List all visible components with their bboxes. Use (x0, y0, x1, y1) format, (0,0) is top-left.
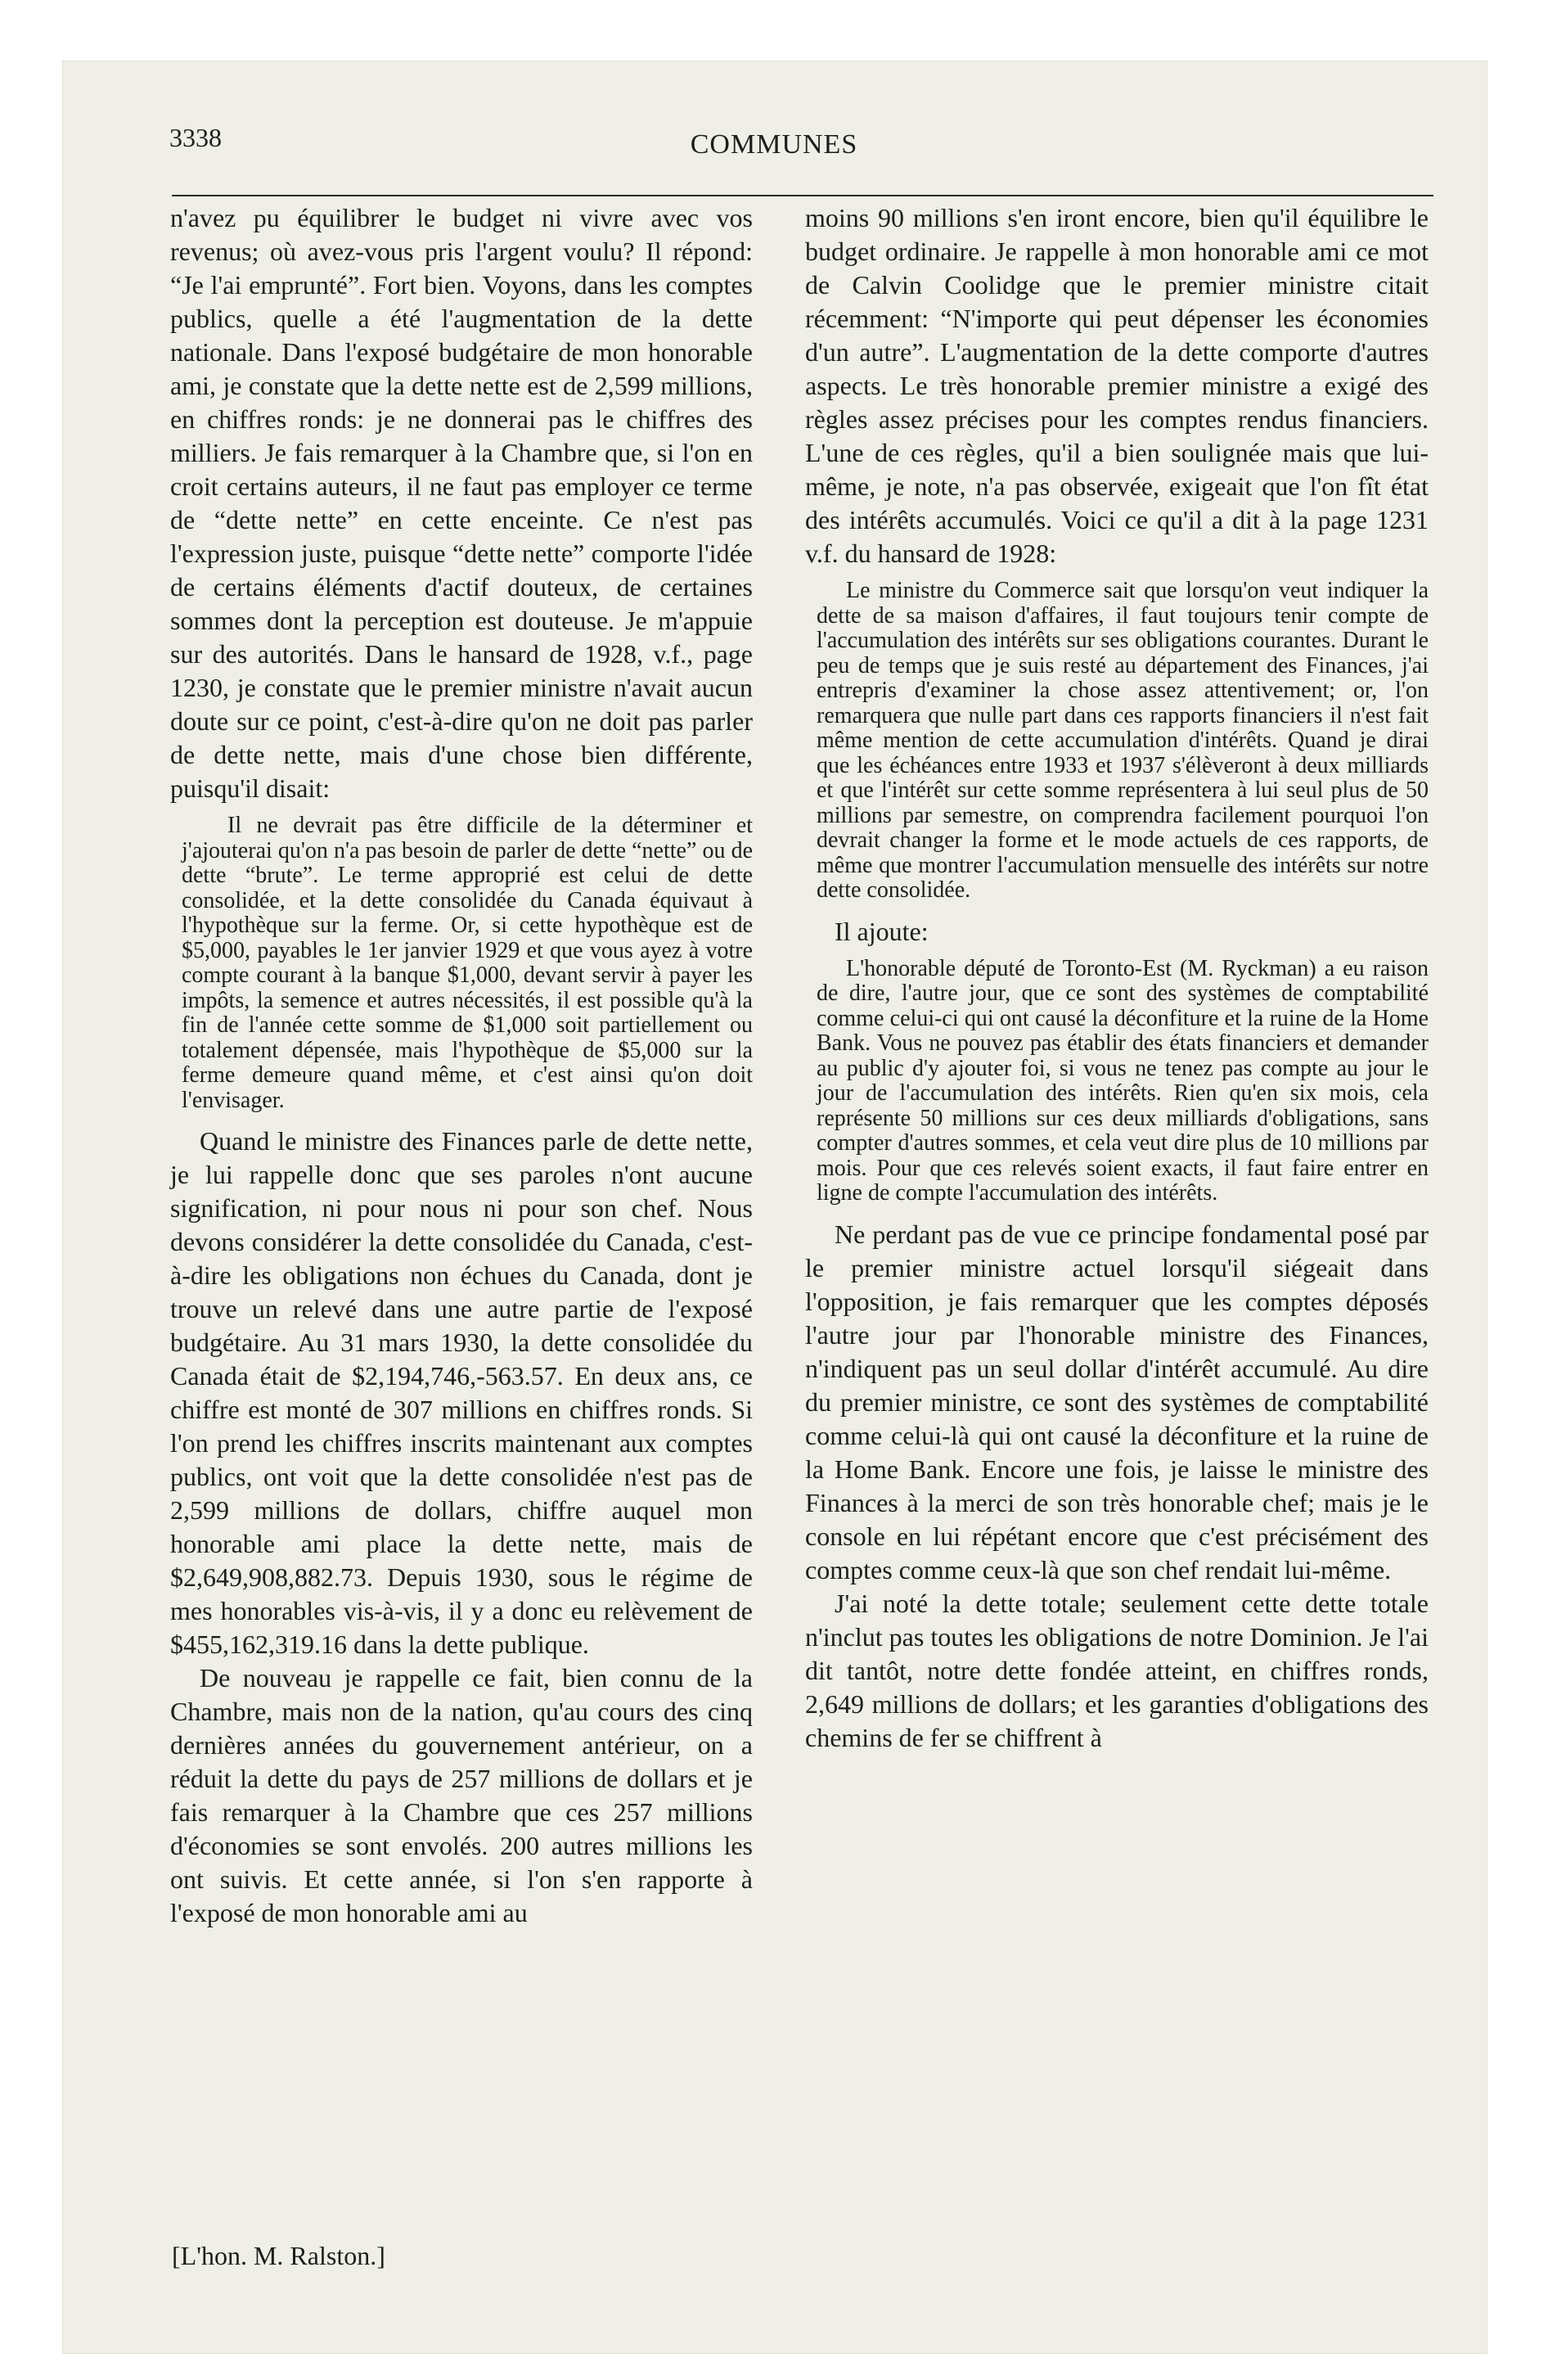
left-column (170, 201, 753, 1930)
page-title: COMMUNES (690, 129, 858, 160)
paragraph: J'ai noté la dette totale; seulement cette dette totale n'inclut pas toutes les obligations de notre Dominion. Je l'ai dit tantôt, notre dette fondée atteint, en chiffres ronds, 2,649 millions de dollars; et les garanties d'obligations des chemins de fer se chiffrent à (805, 1588, 1429, 1752)
header-rule (172, 195, 1433, 196)
right-column (805, 201, 1429, 1755)
paragraph: Ne perdant pas de vue ce principe fondamental posé par le premier ministre actuel lorsqu'il siégeait dans l'opposition, je fais remarquer que les comptes déposés l'autre jour par l'honorable ministre des Finances, n'indiquent pas un seul dollar d'intérêt accumulé. Au dire du premier ministre, ce sont des systèmes de comptabilité comme celui-là qui ont causé la déconfiture et la ruine de la Home Bank. Encore une fois, je laisse le ministre des Finances à la merci de son très honorable chef; mais je le console en lui répétant encore que c'est précisément des comptes comme ceux-là que son chef rendait lui-même. (805, 1219, 1429, 1584)
paragraph: Quand le ministre des Finances parle de dette nette, je lui rappelle donc que ses paroles n'ont aucune signification, ni pour nous ni pour son chef. Nous devons considérer la dette consolidée du Canada, c'est-à-dire les obligations non échues du Canada, dont je trouve un relevé dans une autre partie de l'exposé budgétaire. Au 31 mars 1930, la dette consolidée du Canada était de $2,194,746,-563.57. En deux ans, ce chiffre est monté de 307 millions en chiffres ronds. Si l'on prend les chiffres inscrits maintenant aux comptes publics, ont voit que la dette consolidée n'est pas de 2,599 millions de dollars, chiffre auquel mon honorable ami place la dette nette, mais de $2,649,908,882.73. Depuis 1930, sous le régime de mes honorables vis-à-vis, il y a donc eu relèvement de $455,162,319.16 dans la dette publique. (170, 1126, 753, 1659)
page-number: 3338 (169, 123, 222, 152)
paragraph: Il ajoute: (835, 916, 929, 946)
paragraph: moins 90 millions s'en iront encore, bien qu'il équilibre le budget ordinaire. Je rappelle à mon honorable ami ce mot de Calvin Coolidge que le premier ministre citait récemment: “N'importe qui peut dépenser les économies d'un autre”. L'augmentation de la dette comporte d'autres aspects. Le très honorable premier ministre a exigé des règles assez précises pour les comptes rendus financiers. L'une de ces règles, qu'il a bien soulignée mais que lui-même, je note, n'a pas observée, exigeait que l'on fît état des intérêts accumulés. Voici ce qu'il a dit à la page 1231 v.f. du hansard de 1928: (805, 203, 1429, 568)
quotation: Le ministre du Commerce sait que lorsqu'on veut indiquer la dette de sa maison d'affaires, il faut toujours tenir compte de l'accumulation des intérêts sur ses obligations courantes. Durant le peu de temps que je suis resté au département des Finances, j'ai entrepris d'examiner la chose assez attentivement; or, l'on remarquera que nulle part dans ces rapports financiers il n'est fait même mention de cette accumulation d'intérêts. Quand je dirai que les échéances entre 1933 et 1937 s'élèveront à deux milliards et que l'intérêt sur cette somme représentera à lui seul plus de 50 millions par semestre, on comprendra facilement pourquoi l'on devrait changer la forme et le mode actuels de ces rapports, de même que montrer l'accumulation mensuelle des intérêts sur notre dette consolidée. (817, 578, 1429, 903)
quotation: L'honorable député de Toronto-Est (M. Ryckman) a eu raison de dire, l'autre jour, que ce sont des systèmes de comptabilité comme celui-ci qui ont causé la déconfiture et la ruine de la Home Bank. Vous ne pouvez pas établir des états financiers et demander au public d'y ajouter foi, si vous ne tenez pas compte au jour le jour de l'accumulation des intérêts. Rien qu'en six mois, cela représente 50 millions sur ces deux milliards d'obligations, sans compter d'autres sommes, et cela veut dire plus de 10 millions par mois. Pour que ces relevés soient exacts, il faut faire entrer en ligne de compte l'accumulation des intérêts. (817, 955, 1429, 1206)
paragraph: De nouveau je rappelle ce fait, bien connu de la Chambre, mais non de la nation, qu'au cours des cinq dernières années du gouvernement antérieur, on a réduit la dette du pays de 257 millions de dollars et je fais remarquer à la Chambre que ces 257 millions d'économies se sont envolés. 200 autres millions les ont suivis. Et cette année, si l'on s'en rapporte à l'exposé de mon honorable ami au (170, 1663, 753, 1927)
paragraph: n'avez pu équilibrer le budget ni vivre avec vos revenus; où avez-vous pris l'argent voulu? Il répond: “Je l'ai emprunté”. Fort bien. Voyons, dans les comptes publics, quelle a été l'augmentation de la dette nationale. Dans l'exposé budgétaire de mon honorable ami, je constate que la dette nette est de 2,599 millions, en chiffres ronds: je ne donnerai pas le chiffres des milliers. Je fais remarquer à la Chambre que, si l'on en croit certains auteurs, il ne faut pas employer ce terme de “dette nette” en cette enceinte. Ce n'est pas l'expression juste, puisque “dette nette” comporte l'idée de certains éléments d'actif douteux, de certaines sommes dont la perception est douteuse. Je m'appuie sur des autorités. Dans le hansard de 1928, v.f., page 1230, je constate que le premier ministre n'avait aucun doute sur ce point, c'est-à-dire qu'on ne doit pas parler de dette nette, mais d'une chose bien différente, puisqu'il disait: (170, 203, 753, 803)
speaker-attribution: [L'hon. M. Ralston.] (172, 2241, 385, 2270)
quotation: Il ne devrait pas être difficile de la déterminer et j'ajouterai qu'on n'a pas besoin de parler de dette “nette” ou de dette “brute”. Le terme approprié est celui de dette consolidée, et la dette consolidée du Canada équivaut à l'hypothèque sur la ferme. Or, si cette hypothèque est de $5,000, payables le 1er janvier 1929 et que vous ayez à votre compte courant à la banque $1,000, devant servir à payer les impôts, la semence et autres nécessités, il est possible qu'à la fin de l'année cette somme de $1,000 soit partiellement ou totalement dépensée, mais l'hypothèque de $5,000 sur la ferme demeure quand même, et c'est ainsi qu'on doit l'envisager. (182, 813, 753, 1113)
